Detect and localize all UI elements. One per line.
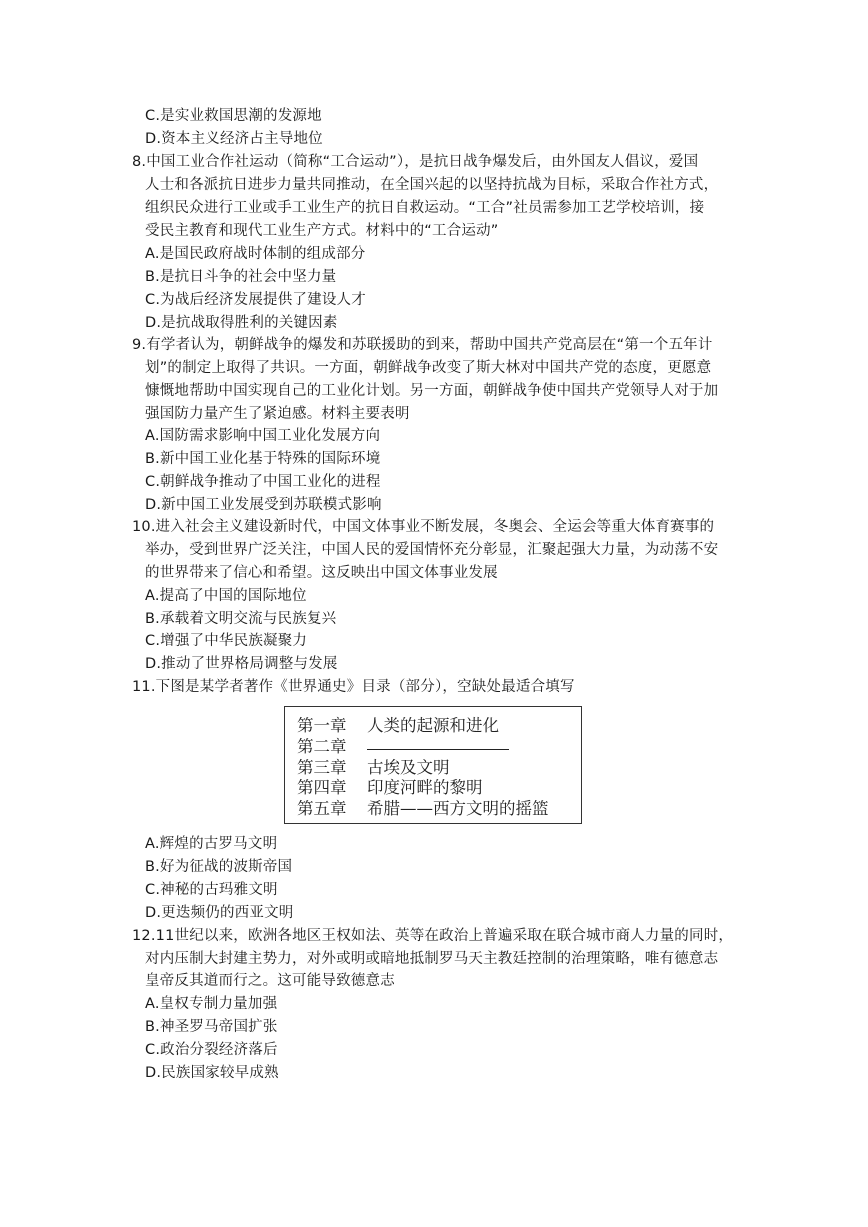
q9-option-b: B.新中国工业化基于特殊的国际环境 (145, 451, 381, 467)
q10-option-d: D.推动了世界格局调整与发展 (145, 656, 338, 672)
q8-option-b: B.是抗日斗争的社会中坚力量 (145, 269, 337, 285)
q8-option-d: D.是抗战取得胜利的关键因素 (145, 315, 338, 331)
q9-stem-line-4: 强国防力量产生了紧迫感。材料主要表明 (145, 406, 410, 422)
q11-option-c: C.神秘的古玛雅文明 (145, 882, 278, 898)
toc-row (297, 757, 450, 778)
q8-stem-line-4: 受民主教育和现代工业生产方式。材料中的“工合运动” (145, 223, 499, 239)
q11-option-d: D.更迭频仍的西亚文明 (145, 905, 294, 921)
q11-stem: 11.下图是某学者著作《世界通史》目录（部分），空缺处最适合填写 (132, 679, 575, 695)
toc-title: 印度河畔的黎明 (367, 778, 483, 797)
toc-row (297, 715, 499, 736)
q12-stem-line-1: 12.11世纪以来，欧洲各地区王权如法、英等在政治上普遍采取在联合城市商人力量的同时， (132, 928, 734, 944)
q11-option-a: A.辉煌的古罗马文明 (145, 836, 278, 852)
toc-chapter: 第三章 (297, 758, 347, 777)
q8-option-c: C.为战后经济发展提供了建设人才 (145, 292, 366, 308)
q12-option-a: A.皇权专制力量加强 (145, 996, 278, 1012)
toc-chapter: 第四章 (297, 778, 347, 797)
q12-option-c: C.政治分裂经济落后 (145, 1042, 278, 1058)
q12-stem-line-3: 皇帝反其道而行之。这可能导致德意志 (145, 973, 395, 989)
q8-option-a: A.是国民政府战时体制的组成部分 (145, 246, 366, 262)
q10-stem-line-2: 举办，受到世界广泛关注，中国人民的爱国情怀充分彰显，汇聚起强大力量，为动荡不安 (145, 542, 719, 558)
table-of-contents-figure (284, 706, 582, 824)
toc-title: 古埃及文明 (367, 758, 450, 777)
q9-stem-line-1: 9.有学者认为，朝鲜战争的爆发和苏联援助的到来，帮助中国共产党高层在“第一个五年计 (132, 337, 713, 353)
q10-stem-line-3: 的世界带来了信心和希望。这反映出中国文体事业发展 (145, 565, 498, 581)
q9-option-a: A.国防需求影响中国工业化发展方向 (145, 428, 381, 444)
q7-option-c: C.是实业救国思潮的发源地 (145, 108, 322, 124)
q11-option-b: B.好为征战的波斯帝国 (145, 859, 293, 875)
toc-chapter: 第五章 (297, 799, 347, 818)
toc-row (297, 798, 549, 819)
toc-row (297, 736, 509, 757)
toc-blank-line (367, 736, 509, 750)
q8-stem-line-2: 人士和各派抗日进步力量共同推动，在全国兴起的以坚持抗战为目标，采取合作社方式， (145, 177, 719, 193)
q9-option-d: D.新中国工业发展受到苏联模式影响 (145, 497, 382, 513)
toc-title: 希腊——西方文明的摇篮 (367, 799, 549, 818)
q9-option-c: C.朝鲜战争推动了中国工业化的进程 (145, 474, 381, 490)
q12-stem-line-2: 对内压制大封建主势力，对外或明或暗地抵制罗马天主教廷控制的治理策略，唯有德意志 (145, 951, 719, 967)
q10-option-a: A.提高了中国的国际地位 (145, 588, 307, 604)
q10-option-c: C.增强了中华民族凝聚力 (145, 633, 308, 649)
toc-title: 人类的起源和进化 (367, 716, 499, 735)
toc-chapter: 第二章 (297, 737, 347, 756)
q8-stem-line-1: 8.中国工业合作社运动（简称“工合运动”），是抗日战争爆发后，由外国友人倡议，爱国 (132, 154, 699, 170)
q10-stem-line-1: 10.进入社会主义建设新时代，中国文体事业不断发展，冬奥会、全运会等重大体育赛事的 (132, 519, 715, 535)
q7-option-d: D.资本主义经济占主导地位 (145, 131, 323, 147)
q8-stem-line-3: 组织民众进行工业或手工业生产的抗日自救运动。“工合”社员需参加工艺学校培训，接 (145, 200, 705, 216)
toc-row (297, 777, 483, 798)
q10-option-b: B.承载着文明交流与民族复兴 (145, 611, 337, 627)
toc-chapter: 第一章 (297, 716, 347, 735)
q9-stem-line-3: 慷慨地帮助中国实现自己的工业化计划。另一方面，朝鲜战争使中国共产党领导人对于加 (145, 383, 719, 399)
q12-option-d: D.民族国家较早成熟 (145, 1065, 279, 1081)
q12-option-b: B.神圣罗马帝国扩张 (145, 1019, 278, 1035)
q9-stem-line-2: 划”的制定上取得了共识。一方面，朝鲜战争改变了斯大林对中国共产党的态度，更愿意 (145, 360, 712, 376)
